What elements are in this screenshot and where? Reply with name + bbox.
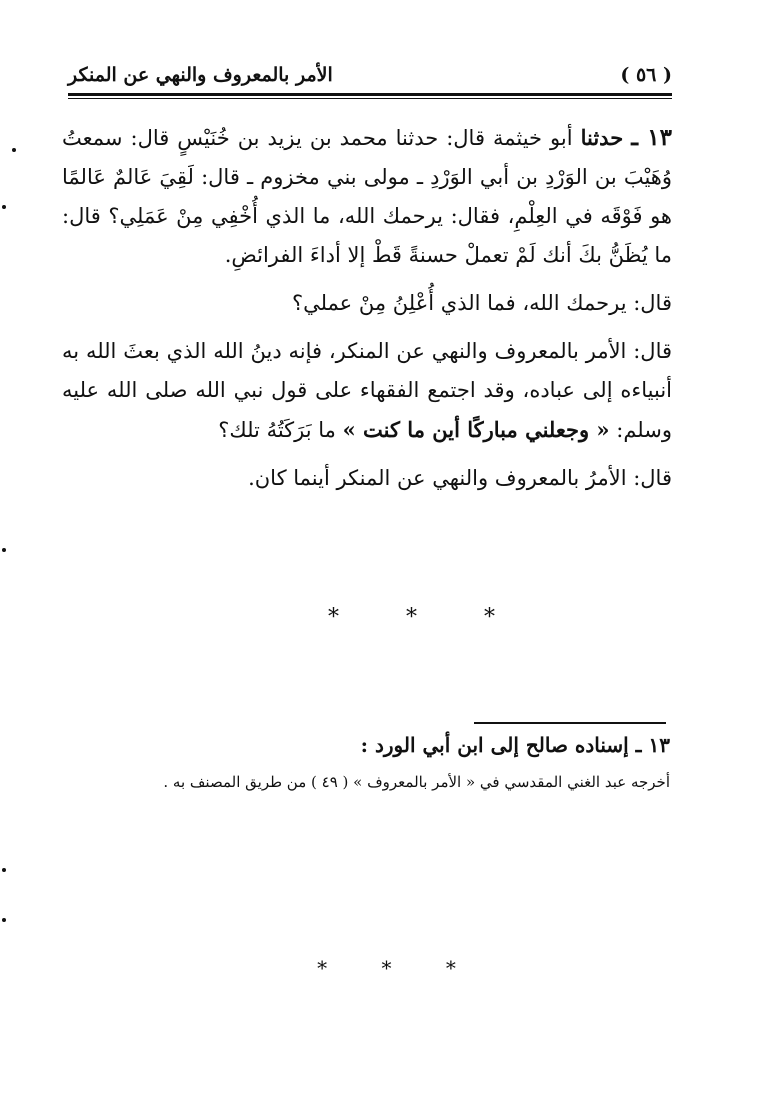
paragraph-2: قال: يرحمك الله، فما الذي أُعْلِنُ مِنْ عملي؟: [291, 291, 672, 315]
margin-mark: [2, 918, 6, 922]
paragraph-4: قال: الأمرُ بالمعروف والنهي عن المنكر أينما كان.: [248, 466, 672, 490]
page-number: ( ٥٦ ): [620, 64, 672, 86]
paragraph-3: [62, 332, 672, 450]
margin-mark: [2, 548, 6, 552]
margin-mark: [2, 868, 6, 872]
paragraph-1-text: أبو خيثمة قال: حدثنا محمد بن يزيد بن خُنَيْسٍ قال: سمعتُ وُهَيْبَ بن الوَرْدِ بن أبي الوَرْدِ ـ مولى بني مخزوم ـ قال: لَقِيَ عَالمٌ عَالمًا هو فَوْقَه في العِلْمِ، فقال: يرحمك الله، ما الذي أُخْفِي مِنْ عَمَلِي؟ قال: ما يُظَنُّ بكَ أنك لَمْ تعملْ حسنةً قَطْ إلا أداءَ الفرائضِ.: [62, 126, 672, 267]
footnote-heading: ١٣ ـ إسناده صالح إلى ابن أبي الورد :: [360, 733, 670, 757]
paragraph-1: [62, 118, 672, 275]
main-text: [62, 118, 672, 498]
section-separator: * * *: [328, 605, 525, 630]
header-rule: [68, 93, 672, 99]
page-header: [68, 60, 672, 96]
footnote-text: أخرجه عبد الغني المقدسي في « الأمر بالمعروف » ( ٤٩ ) من طريق المصنف به .: [163, 773, 670, 791]
quran-quote: « وجعلني مباركًا أين ما كنت »: [342, 417, 610, 442]
paragraph-3-end: ما بَرَكَتُهُ تلك؟: [218, 418, 336, 442]
hadith-lead: حدثنا: [580, 125, 624, 150]
margin-mark: [2, 205, 6, 209]
hadith-number: ١٣ ـ: [631, 124, 672, 151]
paragraph-3-text: قال: الأمر بالمعروف والنهي عن المنكر، فإنه دينُ الله الذي بعثَ الله به أنبياءه إلى عباده، وقد اجتمع الفقهاء على قول نبي الله صلى الله عليه وسلم:: [62, 339, 672, 442]
footnote-rule: [474, 722, 666, 724]
margin-mark: [12, 148, 16, 152]
end-separator: * * *: [317, 956, 480, 980]
running-title: الأمر بالمعروف والنهي عن المنكر: [68, 64, 333, 86]
